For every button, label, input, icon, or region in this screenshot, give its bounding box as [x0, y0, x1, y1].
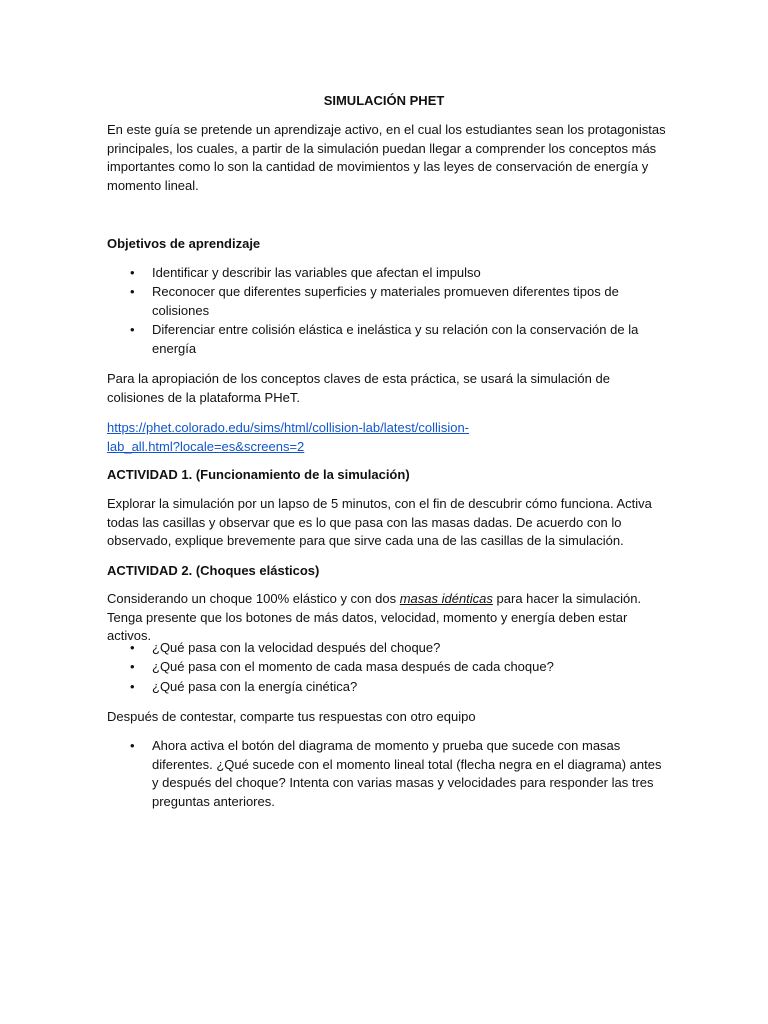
final-list — [107, 737, 662, 812]
questions-list — [107, 639, 647, 697]
activity1-paragraph: Explorar la simulación por un lapso de 5 minutos, con el fin de descubrir cómo funciona. Activa todas las casillas y observar que es lo que pasa con las masas dadas. De acuerdo con lo observado, explique brevemente para que sirve cada una de las casillas de la simulación. — [107, 496, 652, 549]
activity2-heading: ACTIVIDAD 2. (Choques elásticos) — [107, 563, 320, 578]
bullet-icon: • — [130, 738, 135, 753]
list-item: • ¿Qué pasa con la energía cinética? — [107, 678, 647, 697]
objectives-heading: Objetivos de aprendizaje — [107, 236, 261, 251]
bullet-icon: • — [130, 322, 135, 338]
bullet-icon: • — [130, 640, 135, 655]
activity2-paragraph: Considerando un choque 100% elástico y con dos masas idénticas para hacer la simulación. Tenga presente que los botones de más datos, velocidad, momento y energía deben estar activos. — [107, 591, 642, 644]
bullet-icon: • — [130, 265, 135, 280]
bullet-icon: • — [130, 659, 135, 675]
list-item: • ¿Qué pasa con la velocidad después del choque? — [107, 639, 647, 658]
activity1-heading: ACTIVIDAD 1. (Funcionamiento de la simulación) — [107, 467, 410, 482]
bullet-icon: • — [130, 284, 135, 300]
appropriation-paragraph: Para la apropiación de los conceptos claves de esta práctica, se usará la simulación de colisiones de la plataforma PHeT. — [107, 371, 610, 405]
list-item: • Reconocer que diferentes superficies y materiales promueven diferentes tipos de colisiones — [130, 284, 619, 318]
list-item: • Identificar y describir las variables que afectan el impulso — [107, 264, 647, 283]
after-questions-paragraph: Después de contestar, comparte tus respuestas con otro equipo — [107, 709, 476, 724]
objectives-list — [107, 264, 647, 359]
list-item: • Ahora activa el botón del diagrama de momento y prueba que sucede con masas diferentes. ¿Qué sucede con el momento lineal total (flecha negra en el diagrama) antes y después del choque? Intenta con varias masas y velocidades para responder las tres preguntas anteriores. — [130, 738, 662, 809]
page-title: SIMULACIÓN PHET — [323, 93, 445, 108]
emphasis-text: masas idénticas — [399, 591, 493, 606]
simulation-link-block — [107, 419, 667, 456]
bullet-icon: • — [130, 678, 135, 694]
intro-paragraph: En este guía se pretende un aprendizaje activo, en el cual los estudiantes sean los protagonistas principales, los cuales, a partir de la simulación puedan llegar a comprender los conceptos más importantes como lo son la cantidad de movimientos y las leyes de conservación de energía y momento lineal. — [107, 122, 666, 193]
simulation-link[interactable]: https://phet.colorado.edu/sims/html/collision-lab/latest/collision- lab_all.html?locale=es&screens=2 — [107, 420, 470, 454]
list-item: • ¿Qué pasa con el momento de cada masa después de cada choque? — [107, 658, 647, 677]
list-item: • Diferenciar entre colisión elástica e inelástica y su relación con la conservación de la energía — [130, 322, 639, 356]
